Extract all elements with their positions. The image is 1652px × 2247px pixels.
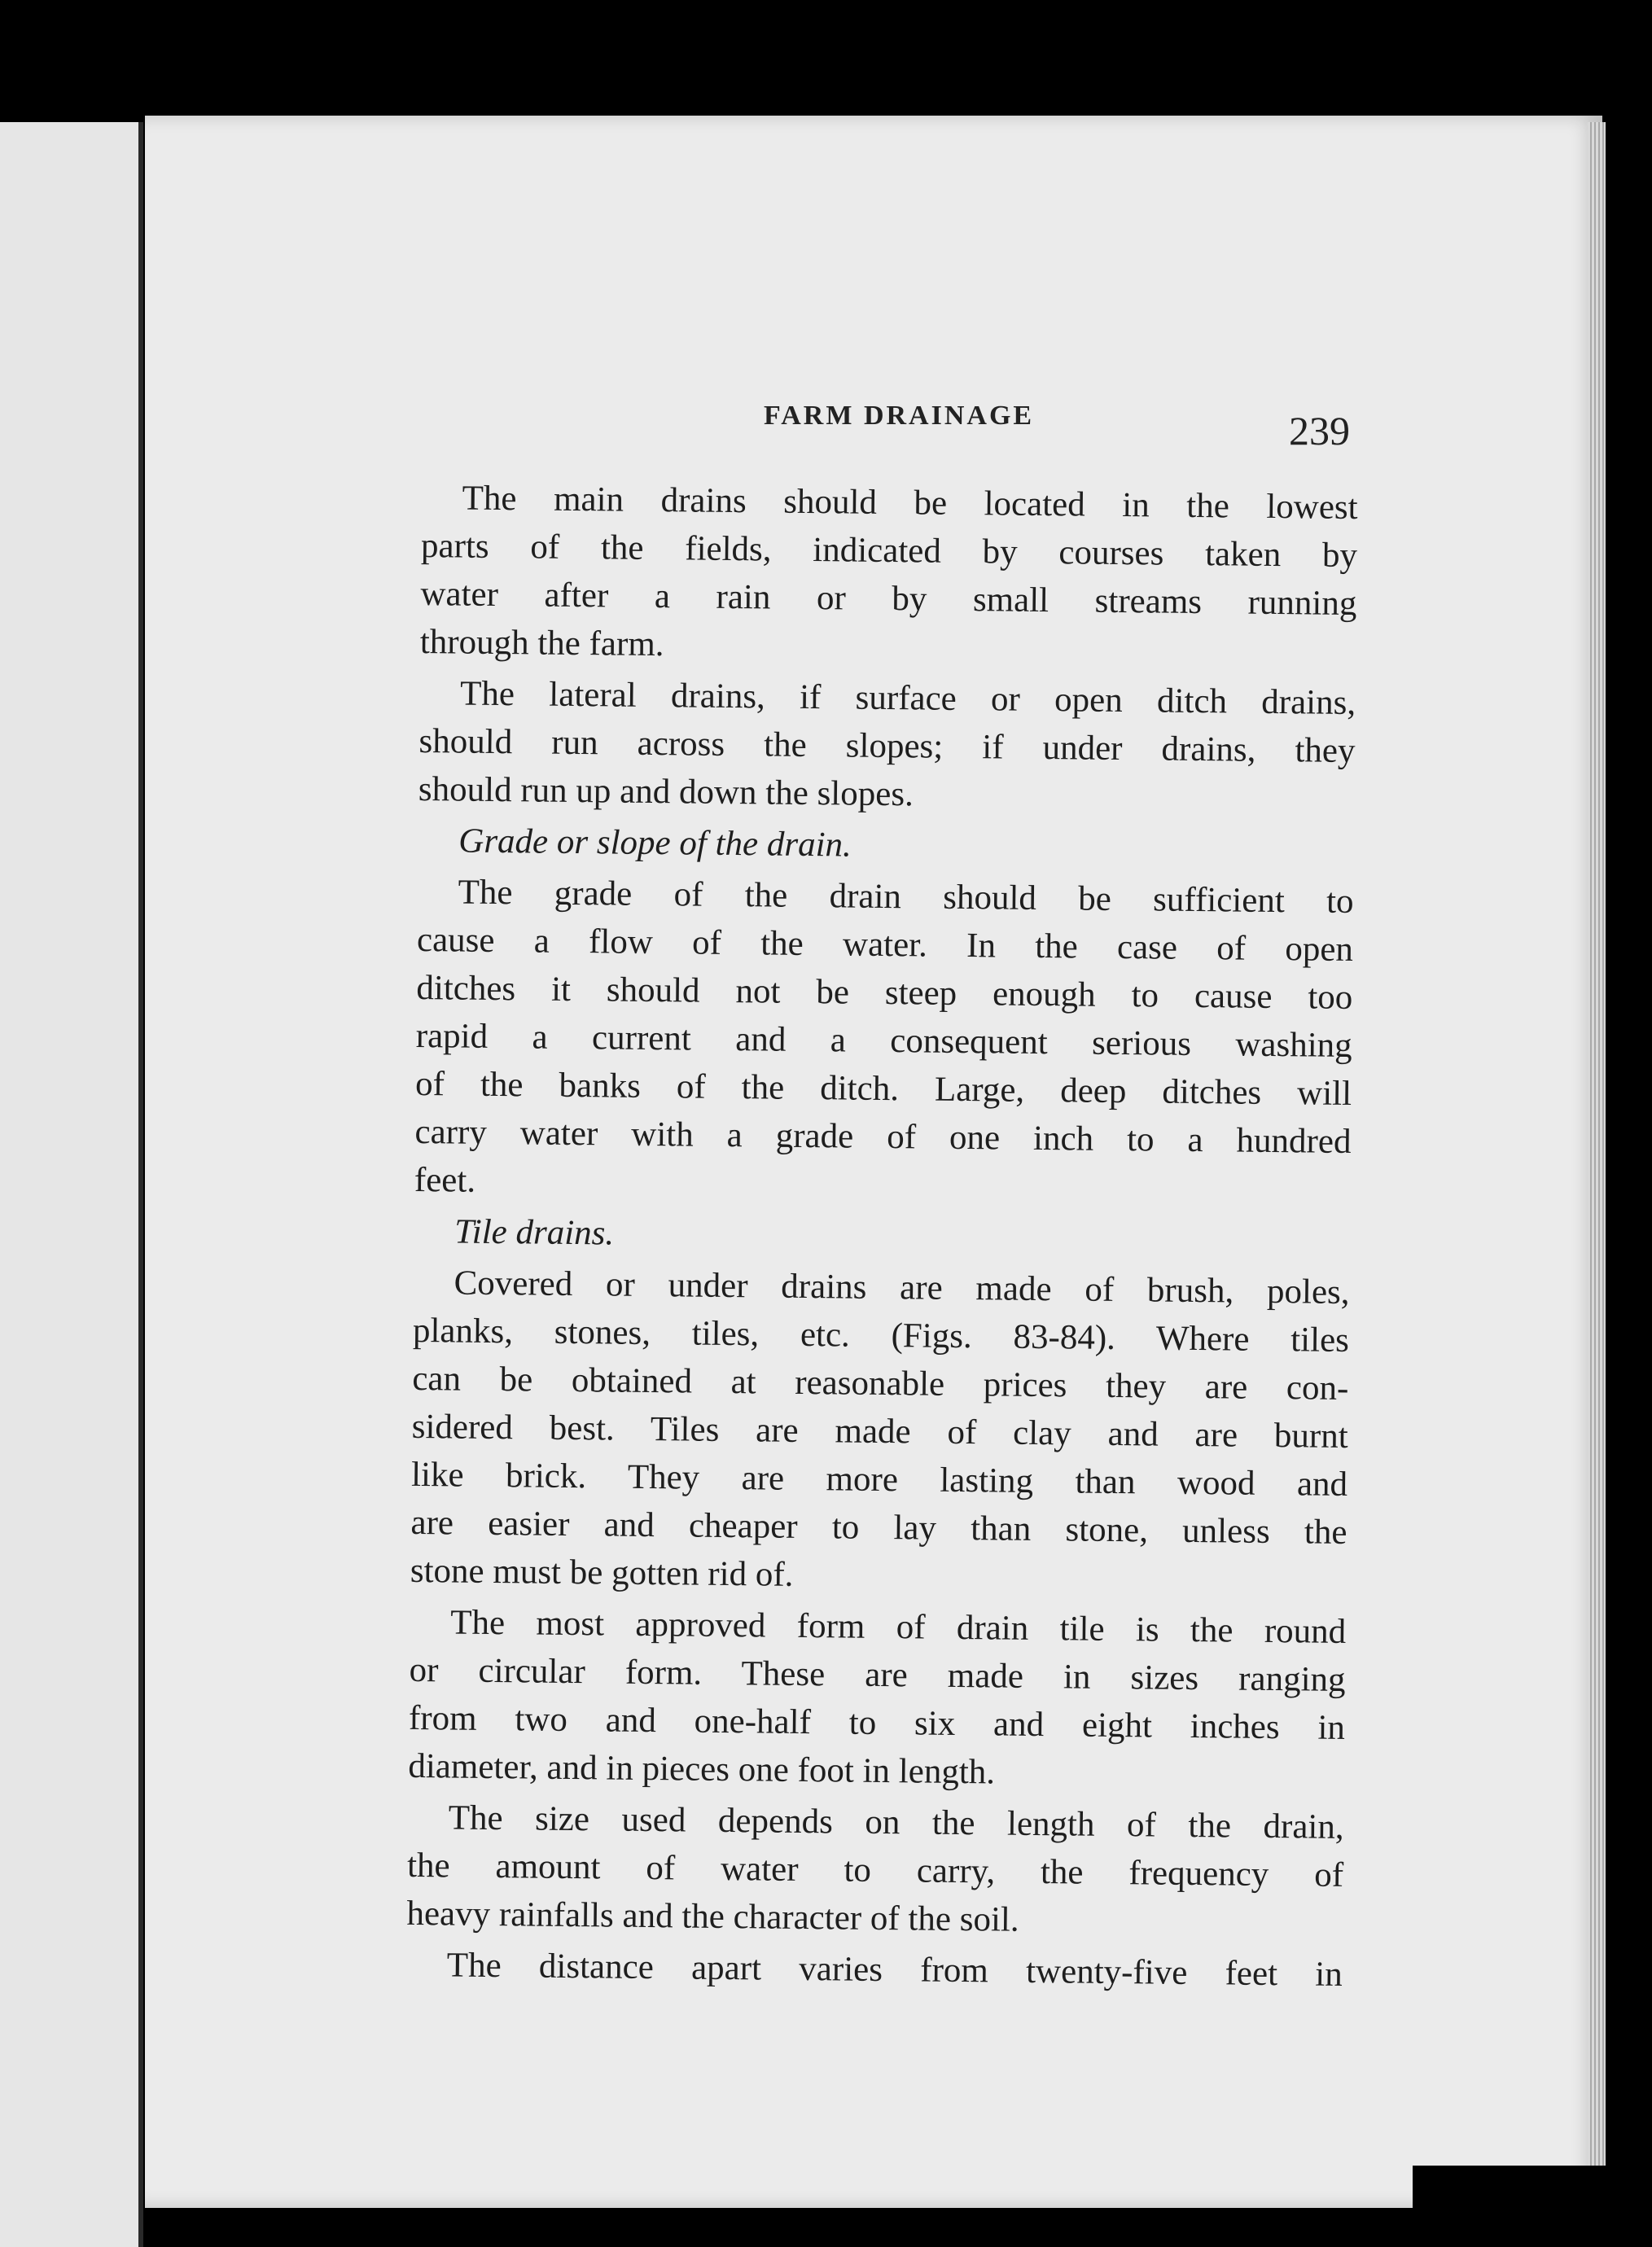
facing-page-edge bbox=[0, 122, 143, 2247]
text-line: The most approved form of drain tile is the round bbox=[449, 1603, 1347, 1651]
book-page bbox=[145, 116, 1602, 2208]
text-line: through the farm. bbox=[419, 622, 664, 664]
page-stack-edge bbox=[1588, 122, 1606, 2206]
text-line: are easier and cheaper to lay than stone, unless the bbox=[410, 1503, 1347, 1552]
text-line: water after a rain or by small streams running bbox=[420, 574, 1357, 624]
paragraph bbox=[414, 868, 1354, 1214]
paragraph bbox=[420, 474, 1358, 676]
text-line: from two and one-half to six and eight inches in bbox=[408, 1698, 1346, 1747]
paragraph bbox=[408, 1598, 1346, 1800]
text-line: stone must be gotten rid of. bbox=[410, 1551, 794, 1594]
paragraph bbox=[418, 669, 1356, 823]
text-line: can be obtained at reasonable prices they are con- bbox=[412, 1359, 1349, 1408]
text-line: rapid a current and a consequent serious washing bbox=[415, 1016, 1352, 1066]
text-line: The size used depends on the length of the drain, bbox=[448, 1798, 1344, 1846]
page-number: 239 bbox=[1289, 408, 1350, 453]
section-subheading: Tile drains. bbox=[454, 1212, 615, 1253]
text-line: of the banks of the ditch. Large, deep ditches will bbox=[414, 1064, 1352, 1114]
scan-border bbox=[1413, 2166, 1652, 2247]
text-line: feet. bbox=[414, 1160, 476, 1200]
text-line: should run up and down the slopes. bbox=[418, 769, 914, 814]
text-line: cause a flow of the water. In the case of open bbox=[416, 920, 1354, 970]
text-line: Covered or under drains are made of brush, poles, bbox=[454, 1264, 1350, 1312]
paragraph bbox=[410, 1259, 1350, 1605]
text-line: planks, stones, tiles, etc. (Figs. 83-84). Where tiles bbox=[412, 1311, 1350, 1360]
text-line: sidered best. Tiles are made of clay and are burnt bbox=[411, 1407, 1348, 1456]
text-line: ditches it should not be steep enough to cause too bbox=[416, 968, 1353, 1018]
text-line: like brick. They are more lasting than wood and bbox=[410, 1455, 1348, 1504]
text-line: the amount of water to carry, the frequency of bbox=[406, 1846, 1344, 1894]
text-line: The lateral drains, if surface or open ditch drains, bbox=[459, 674, 1356, 723]
body-text bbox=[405, 474, 1357, 2002]
text-line: heavy rainfalls and the character of the soil. bbox=[406, 1894, 1019, 1939]
text-line: The main drains should be located in the lowest bbox=[462, 479, 1358, 528]
text-line: carry water with a grade of one inch to a hundred bbox=[414, 1112, 1352, 1161]
paragraph bbox=[406, 1941, 1343, 1999]
text-line: The distance apart varies from twenty-five feet in bbox=[446, 1946, 1343, 1994]
text-line: The grade of the drain should be sufficient to bbox=[458, 873, 1354, 922]
text-line: parts of the fields, indicated by courses taken by bbox=[420, 526, 1358, 576]
paragraph bbox=[406, 1794, 1344, 1947]
text-line: diameter, and in pieces one foot in length. bbox=[408, 1746, 996, 1792]
text-line: should run across the slopes; if under drains, they bbox=[418, 721, 1356, 771]
text-line: or circular form. These are made in sizes ranging bbox=[409, 1650, 1346, 1699]
running-head: FARM DRAINAGE bbox=[764, 401, 1035, 431]
section-subheading: Grade or slope of the drain. bbox=[458, 821, 852, 865]
